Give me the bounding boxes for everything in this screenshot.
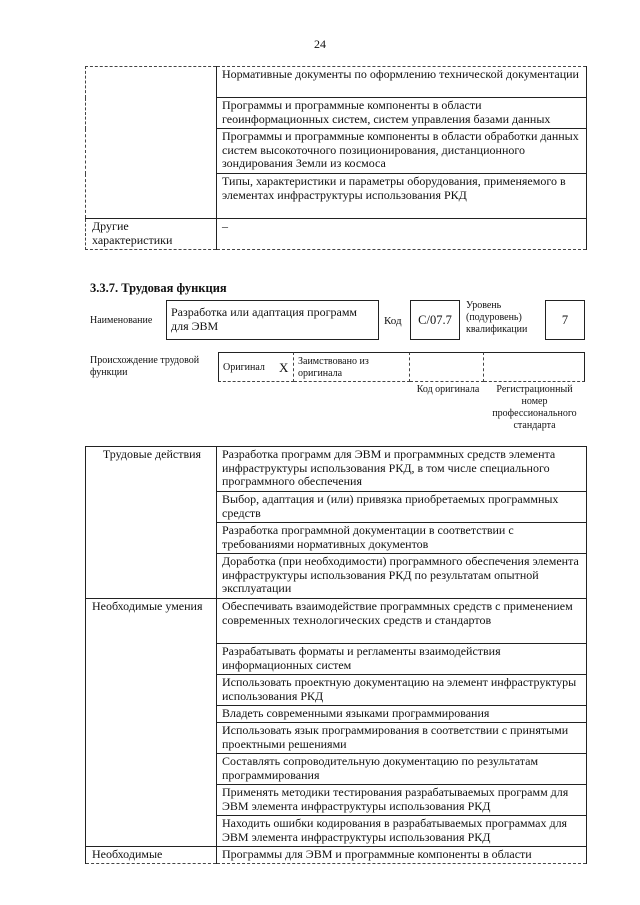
knowledge-item: Программы для ЭВМ и программные компоненты в области (217, 847, 587, 864)
name-value: Разработка или адаптация программ для ЭВМ (166, 300, 379, 340)
other-characteristics-label: Другие характеристики (86, 219, 217, 250)
skill-item: Составлять сопроводительную документацию по результатам программирования (217, 754, 587, 785)
code-value: C/07.7 (410, 300, 460, 340)
other-characteristics-value: – (217, 219, 587, 250)
page-number: 24 (314, 37, 326, 51)
origin-borrowed-cell (294, 352, 410, 382)
original-label: Оригинал (223, 362, 265, 373)
knowledge-item: Нормативные документы по оформлению технической документации (217, 67, 587, 98)
reg-number-caption: Регистрационный номер профессионального стандарта (492, 384, 577, 431)
skill-item: Использовать проектную документацию на элемент инфраструктуры использования РКД (217, 675, 587, 706)
action-item: Выбор, адаптация и (или) привязка приобретаемых программных средств (217, 492, 587, 523)
skill-item: Обеспечивать взаимодействие программных средств с применением современных технологических средств и стандартов (217, 599, 587, 644)
action-item: Доработка (при необходимости) программного обеспечения элемента инфраструктуры использования РКД по результатам опытной эксплуатации (217, 554, 587, 599)
skills-label: Необходимые умения (86, 599, 217, 847)
knowledge-label-cell (86, 67, 217, 219)
skill-item: Использовать язык программирования в соответствии с принятыми проектными решениями (217, 723, 587, 754)
labor-function-table (85, 446, 587, 864)
origin-original-cell (218, 352, 294, 382)
level-label: Уровень (подуровень) квалификации (466, 300, 528, 335)
knowledge-item: Типы, характеристики и параметры оборудования, применяемого в элементах инфраструктуры использования РКД (217, 174, 587, 219)
knowledge-label: Необходимые (86, 847, 217, 864)
skill-item: Владеть современными языками программирования (217, 706, 587, 723)
code-original-caption: Код оригинала (416, 384, 480, 395)
code-original-cell (410, 352, 484, 382)
original-mark: X (279, 360, 289, 375)
action-item: Разработка программной документации в соответствии с требованиями нормативных документов (217, 523, 587, 554)
action-item: Разработка программ для ЭВМ и программных средств элемента инфраструктуры использования РКД, в том числе специального программного обеспечения (217, 447, 587, 492)
actions-label: Трудовые действия (86, 447, 217, 599)
knowledge-item: Программы и программные компоненты в области обработки данных систем высокоточного позиционирования, дистанционного зондирования Земли из космоса (217, 129, 587, 174)
skill-item: Находить ошибки кодирования в разрабатываемых программах для ЭВМ элемента инфраструктуры использования РКД (217, 816, 587, 847)
section-title: 3.3.7. Трудовая функция (90, 281, 227, 295)
reg-number-cell (484, 352, 585, 382)
skill-item: Применять методики тестирования разрабатываемых программ для ЭВМ элемента инфраструктуры использования РКД (217, 785, 587, 816)
knowledge-table-continued (85, 66, 587, 250)
level-value: 7 (545, 300, 585, 340)
borrowed-label: Заимствовано из оригинала (298, 356, 369, 379)
skill-item: Разрабатывать форматы и регламенты взаимодействия информационных систем (217, 644, 587, 675)
origin-label: Происхождение трудовой функции (90, 355, 200, 378)
knowledge-item: Программы и программные компоненты в области геоинформационных систем, систем управления базами данных (217, 98, 587, 129)
code-label: Код (384, 315, 402, 327)
name-label: Наименование (90, 315, 153, 326)
